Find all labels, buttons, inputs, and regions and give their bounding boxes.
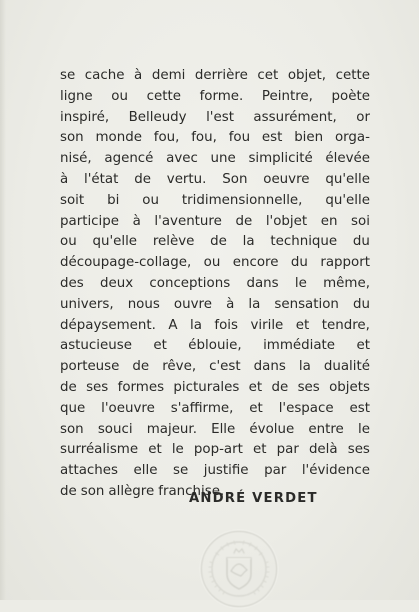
word: la: [248, 296, 261, 312]
word: ou: [60, 234, 77, 250]
word: oeuvre: [263, 171, 310, 187]
word: ligne: [60, 88, 93, 104]
word: delà: [308, 442, 338, 458]
word: sensation: [274, 296, 339, 312]
word: Belleudy: [128, 109, 187, 125]
word: à: [60, 171, 69, 187]
word: fois: [214, 317, 238, 333]
word: dans: [253, 359, 286, 375]
text-line: [60, 357, 370, 378]
word: univers,: [60, 296, 114, 312]
word: objet,: [287, 68, 327, 83]
word: dans: [246, 275, 279, 291]
word: et: [295, 317, 310, 333]
word: la: [298, 359, 311, 375]
word: de: [210, 234, 227, 250]
word: des: [60, 275, 84, 291]
word: picturales: [173, 379, 240, 395]
text-line: [60, 212, 370, 233]
word: son: [60, 130, 84, 146]
word: éblouie,: [188, 338, 242, 354]
text-line: [60, 149, 370, 170]
word: s'affirme,: [170, 400, 234, 416]
word: franchise.: [158, 483, 225, 499]
word: l'évidence: [301, 463, 370, 479]
word: et: [148, 442, 162, 458]
word: demi: [151, 68, 186, 83]
word: élevée: [325, 151, 370, 167]
word: de: [235, 213, 253, 229]
word: l'espace: [278, 400, 334, 416]
word: formes: [117, 379, 165, 395]
word: l'est: [206, 109, 234, 125]
word: or: [356, 109, 370, 125]
word: et: [356, 338, 370, 354]
word: dualité: [323, 359, 370, 375]
word: relève: [152, 234, 195, 250]
word: de: [271, 379, 289, 395]
word: se: [60, 68, 76, 83]
word: de: [60, 379, 77, 395]
word: découpage-collage,: [60, 255, 192, 271]
word: soit: [60, 192, 85, 208]
word: virile: [250, 317, 284, 333]
text-line: [60, 295, 370, 316]
word: à: [132, 213, 141, 229]
embossed-seal-icon: [196, 526, 282, 612]
text-line: [60, 274, 370, 295]
word: rêve,: [162, 359, 197, 375]
word: orga-: [334, 130, 370, 146]
word: encore: [232, 255, 279, 271]
word: cet: [257, 68, 279, 83]
word: est: [349, 400, 370, 416]
word: attaches: [60, 463, 118, 479]
word: et: [249, 400, 263, 416]
word: évolue: [249, 421, 295, 437]
word: et: [248, 379, 263, 395]
word: nous: [127, 296, 160, 312]
word: même,: [323, 275, 370, 291]
word: objets: [329, 379, 370, 395]
word: immédiate: [263, 338, 336, 354]
word: fou,: [153, 130, 180, 146]
word: pop-art: [193, 442, 243, 458]
word: par: [264, 463, 287, 479]
word: astucieuse: [60, 338, 132, 354]
word: avec: [166, 151, 198, 167]
word: rapport: [320, 255, 370, 271]
text-line: [60, 87, 370, 108]
word: ou: [111, 88, 128, 104]
word: allègre: [108, 483, 155, 499]
text-line: [60, 316, 370, 337]
word: inspiré,: [60, 109, 110, 125]
word: surréalisme: [60, 442, 139, 458]
word: fou: [228, 130, 251, 146]
word: forme.: [199, 88, 244, 104]
body-text: [60, 66, 370, 503]
word: nisé,: [60, 151, 92, 167]
word: majeur.: [146, 421, 197, 437]
word: Peintre,: [261, 88, 313, 104]
word: se: [172, 463, 189, 479]
text-line: [60, 128, 370, 149]
word: porteuse: [60, 359, 120, 375]
word: du: [352, 234, 370, 250]
text-line: [60, 399, 370, 420]
text-line: [60, 191, 370, 212]
word: le: [171, 442, 184, 458]
word: A: [168, 317, 178, 333]
word: bi: [107, 192, 120, 208]
text-line: [60, 253, 370, 274]
word: une: [210, 151, 236, 167]
word: à: [134, 68, 143, 83]
word: que: [60, 400, 86, 416]
word: la: [189, 317, 202, 333]
word: vertu.: [166, 171, 207, 187]
word: dépaysement.: [60, 317, 156, 333]
word: et: [153, 338, 167, 354]
word: cache: [84, 68, 125, 83]
word: Elle: [211, 421, 236, 437]
word: qu'elle: [325, 192, 370, 208]
word: l'objet: [265, 213, 308, 229]
word: simplicité: [248, 151, 313, 167]
word: technique: [270, 234, 338, 250]
word: par: [276, 442, 299, 458]
word: ouvre: [173, 296, 212, 312]
word: de: [134, 171, 151, 187]
word: le: [357, 421, 370, 437]
word: l'aventure: [154, 213, 222, 229]
text-line: [60, 336, 370, 357]
text-line: [60, 461, 370, 482]
word: bien: [294, 130, 324, 146]
text-line: [60, 378, 370, 399]
word: conceptions: [149, 275, 231, 291]
word: ses: [297, 379, 320, 395]
word: du: [290, 255, 308, 271]
word: justifie: [203, 463, 249, 479]
word: c'est: [209, 359, 241, 375]
word: à: [226, 296, 235, 312]
word: monde: [95, 130, 142, 146]
text-line: [60, 66, 370, 87]
word: en: [320, 213, 338, 229]
word: ses: [86, 379, 109, 395]
word: est: [261, 130, 283, 146]
word: l'oeuvre: [101, 400, 155, 416]
word: deux: [99, 275, 134, 291]
word: agencé: [104, 151, 154, 167]
text-line: [60, 108, 370, 129]
word: son: [80, 483, 105, 499]
word: et: [253, 442, 267, 458]
word: cette: [335, 68, 370, 83]
text-line: [60, 440, 370, 461]
paper-edge-shadow: [0, 0, 6, 600]
word: ou: [203, 255, 221, 271]
word: l'état: [84, 171, 119, 187]
word: de: [132, 359, 150, 375]
text-line: [60, 170, 370, 191]
word: de: [60, 483, 77, 499]
word: qu'elle: [92, 234, 138, 250]
word: assurément,: [253, 109, 337, 125]
author-signature: ANDRÉ VERDET: [189, 491, 318, 506]
text-line: [60, 420, 370, 441]
word: du: [353, 296, 370, 312]
word: poète: [331, 88, 370, 104]
word: ses: [347, 442, 370, 458]
word: derrière: [194, 68, 248, 83]
text-line: [60, 232, 370, 253]
word: son: [60, 421, 84, 437]
word: Son: [222, 171, 248, 187]
word: ou: [142, 192, 159, 208]
word: entre: [308, 421, 344, 437]
word: participe: [60, 213, 120, 229]
word: tridimensionnelle,: [181, 192, 303, 208]
word: cette: [146, 88, 181, 104]
word: la: [242, 234, 255, 250]
word: tendre,: [321, 317, 370, 333]
word: elle: [133, 463, 158, 479]
word: soi: [351, 213, 370, 229]
word: le: [294, 275, 307, 291]
word: fou,: [191, 130, 217, 146]
word: souci: [97, 421, 133, 437]
word: qu'elle: [325, 171, 370, 187]
